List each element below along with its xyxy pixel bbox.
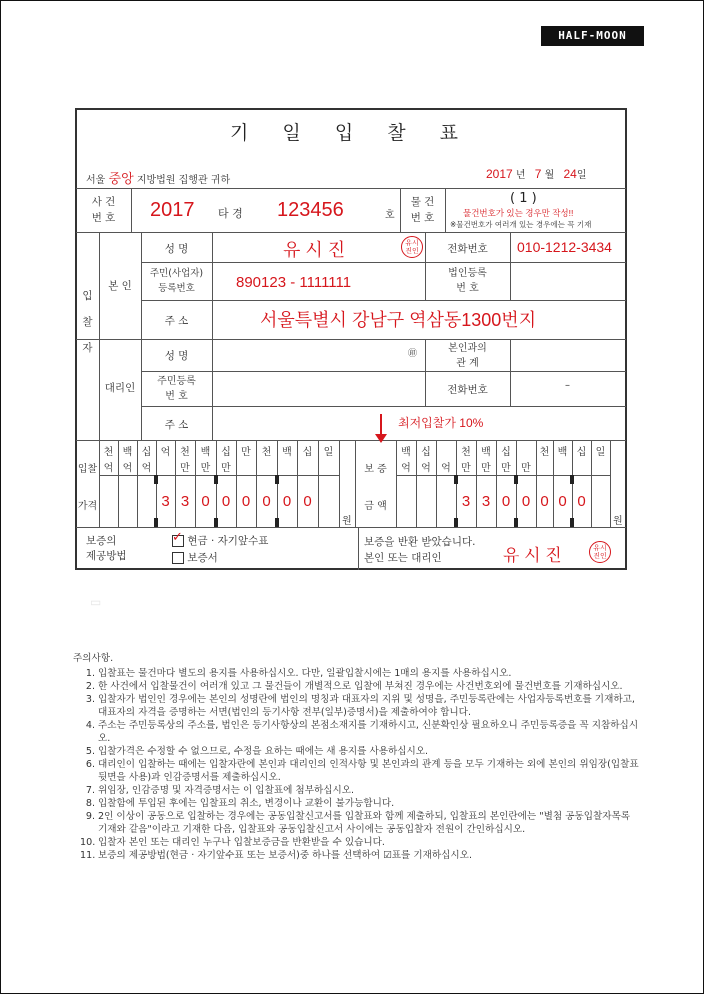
note-text: 위임장, 인감증명 및 자격증명서는 이 입찰표에 첨부하십시오. — [98, 785, 355, 796]
bid-unit-label: 억 — [160, 447, 171, 458]
deposit-unit-label-row2: 만 — [521, 463, 531, 474]
item-number-label: 물 건 번 호 — [410, 196, 435, 224]
digit-separator — [570, 475, 574, 484]
digit-separator — [570, 518, 574, 527]
note-item — [80, 784, 640, 797]
deposit-option-guarantee[interactable]: 보증서 — [172, 550, 218, 565]
note-number: 11. — [80, 850, 96, 861]
note-item — [80, 758, 640, 784]
note-text: 입찰가격은 수정할 수 없으므로, 수정을 요하는 때에는 새 용지를 사용하십시오. — [98, 746, 429, 757]
bid-unit-label: 백 — [282, 447, 292, 458]
note-text: 입찰자가 법인인 경우에는 본인의 성명란에 법인의 명칭과 대표자의 지위 및 성명을, 주민등록란에는 사업자등록번호를 기재하고, 대표자의 자격을 증명하는 서면(법인의 등기사항 전부(일부)증명서)을 제출하여야 합니다. — [98, 694, 635, 718]
digit-separator — [214, 518, 218, 527]
deposit-method-label: 보증의 제공방법 — [86, 535, 127, 562]
item-number: ( 1 ) — [510, 191, 537, 206]
bid-unit-label-row2: 억 — [122, 463, 133, 474]
note-item — [80, 797, 640, 810]
notes-list — [80, 667, 640, 862]
bid-digit: 3 — [161, 493, 170, 510]
deposit-return-seal: 유시 진인 — [589, 541, 611, 563]
note-text: 입찰함에 투입된 후에는 입찰표의 취소, 변경이나 교환이 불가능합니다. — [98, 798, 395, 809]
bid-price-label-top: 입찰 — [77, 464, 98, 475]
annotation-arrow-icon — [374, 414, 388, 444]
deposit-label-bottom: 금 액 — [364, 501, 387, 512]
bid-unit-label: 만 — [241, 447, 251, 458]
bid-unit-label-row2: 억 — [103, 463, 114, 474]
note-item — [80, 810, 640, 836]
case-number: 123456 — [277, 199, 344, 221]
half-moon-logo: HALF-MOON — [541, 26, 644, 46]
bid-unit-label-row2: 만 — [200, 463, 211, 474]
digit-separator — [454, 475, 458, 484]
bidder-seal: 유시 진인 — [401, 236, 423, 258]
note-text: 주소는 주민등록상의 주소를, 법인은 등기사항상의 본점소재지를 기재하시고, 신분확인상 필요하오니 주민등록증을 꼭 지참하십시오. — [98, 720, 639, 744]
deposit-unit-label: 천 — [461, 447, 471, 458]
reg-number-label: 주민(사업자) 등록번호 — [149, 268, 204, 294]
deposit-digit: 3 — [481, 493, 491, 510]
note-number: 6. — [85, 759, 95, 770]
deposit-unit-label: 십 — [501, 447, 511, 458]
note-number: 8. — [85, 798, 95, 809]
corp-number-label: 법인등록 번 호 — [448, 268, 487, 294]
deposit-unit-label: 천 — [539, 447, 550, 458]
deposit-unit-label-row2: 만 — [461, 463, 471, 474]
bidder-phone: 010-1212-3434 — [517, 239, 612, 255]
deposit-unit-label: 일 — [595, 447, 606, 458]
note-item — [80, 836, 640, 849]
deposit-unit-label: 십 — [421, 447, 431, 458]
deposit-unit-label-row2: 만 — [481, 463, 491, 474]
bid-unit-label-row2: 만 — [221, 463, 231, 474]
note-item — [80, 745, 640, 758]
court-line: 서울 중앙 지방법원 집행관 귀하 — [86, 171, 231, 186]
check-mark-icon: ✓ — [172, 530, 183, 545]
note-number: 3. — [85, 694, 95, 705]
digit-separator — [154, 475, 158, 484]
agent-seal-mark: ㊞ — [408, 349, 418, 359]
case-mid: 타 경 — [218, 207, 243, 220]
deposit-unit-label: 백 — [557, 447, 568, 458]
deposit-return-text2: 본인 또는 대리인 — [364, 552, 442, 564]
item-note: ※물건번호가 여러개 있는 경우에는 꼭 기재 — [450, 220, 592, 229]
bid-unit-label: 백 — [200, 447, 211, 458]
note-text: 대리인이 입찰하는 때에는 입찰자란에 본인과 대리인의 인적사항 및 본인과의 관계 등을 모두 기재하는 외에 본인의 위임장(입찰표 뒷면을 사용)과 인감증명서를 제출하십시오. — [98, 759, 639, 783]
deposit-unit-label: 십 — [576, 447, 587, 458]
deposit-unit-label-row2: 만 — [501, 463, 511, 474]
digit-separator — [275, 475, 279, 484]
bleed-through-text: ▭ — [90, 595, 102, 609]
deposit-unit-label: 백 — [481, 447, 491, 458]
principal-label: 본 인 — [108, 280, 132, 292]
bid-unit-label: 십 — [221, 447, 231, 458]
deposit-digit: 0 — [501, 493, 511, 510]
digit-separator — [275, 518, 279, 527]
bid-unit-label: 십 — [302, 447, 313, 458]
deposit-digit: 0 — [558, 493, 567, 510]
note-text: 한 사건에서 입찰물건이 여러개 있고 그 물건들이 개별적으로 입찰에 부쳐진 경우에는 사건번호외에 물건번호를 기재하십시오. — [98, 681, 623, 692]
bid-unit-label-row2: 만 — [180, 463, 190, 474]
deposit-digit: 3 — [461, 493, 471, 510]
min-bid-annotation: 최저입찰가 10% — [398, 416, 484, 430]
note-text: 2인 이상이 공동으로 입찰하는 경우에는 공동입찰신고서를 입찰표와 함께 제출하되, 입찰표의 본인란에는 "별첨 공동입찰자목록 기재와 같음"이라고 기재한 다음, 입찰표와 공동입찰신고서 사이에는 공동입찰자 전원이 간인하십시오. — [98, 811, 631, 835]
note-number: 4. — [85, 720, 95, 731]
deposit-digit: 0 — [540, 493, 549, 510]
bid-unit-label-row2: 억 — [141, 463, 152, 474]
deposit-return-text1: 보증을 반환 받았습니다. — [364, 536, 476, 548]
bid-unit-label: 천 — [261, 447, 272, 458]
note-item — [80, 693, 640, 719]
agent-address-label: 주 소 — [164, 419, 189, 431]
bid-price-label-bottom: 가격 — [77, 501, 98, 512]
deposit-unit-label: 백 — [401, 447, 411, 458]
case-unit: 호 — [385, 210, 395, 221]
agent-name-label: 성 명 — [164, 350, 189, 362]
deposit-unit-label-row2: 억 — [401, 463, 411, 474]
digit-separator — [514, 518, 518, 527]
note-number: 10. — [80, 837, 96, 848]
deposit-option-cash[interactable]: ✓ 현금 · 자기앞수표 — [172, 530, 269, 547]
bid-date: 2017 년 7 월 24일 — [486, 167, 587, 181]
note-item — [80, 719, 640, 745]
case-number-label: 사 건 번 호 — [91, 196, 116, 224]
item-note-red: 물건번호가 있는 경우만 작성!! — [463, 208, 574, 218]
note-number: 5. — [85, 746, 95, 757]
agent-label: 대리인 — [104, 382, 136, 394]
note-number: 1. — [85, 668, 95, 679]
bid-unit-label: 십 — [141, 447, 152, 458]
note-text: 입찰표는 물건마다 별도의 용지를 사용하십시오. 다만, 일괄입찰시에는 1매의 용지를 사용하십시오. — [98, 668, 512, 679]
guarantee-checkbox[interactable] — [172, 552, 184, 564]
note-item — [80, 849, 640, 862]
address-label: 주 소 — [164, 315, 189, 327]
deposit-digit: 0 — [577, 493, 586, 510]
note-number: 2. — [85, 681, 95, 692]
note-text: 입찰자 본인 또는 대리인 누구나 입찰보증금을 반환받을 수 있습니다. — [98, 837, 385, 848]
relation-label: 본인과의 관 계 — [448, 343, 487, 369]
name-label: 성 명 — [164, 243, 189, 255]
digit-separator — [154, 518, 158, 527]
bid-digit: 0 — [221, 493, 231, 510]
bid-digit: 0 — [241, 493, 251, 510]
note-text: 보증의 제공방법(현금 · 자기앞수표 또는 보증서)중 하나를 선택하여 ☑표를 기재하십시오. — [98, 850, 472, 861]
digit-separator — [214, 475, 218, 484]
agent-phone: – — [565, 380, 570, 391]
deposit-digit: 0 — [521, 493, 531, 510]
cash-checkbox[interactable] — [172, 530, 184, 547]
deposit-return-name: 유 시 진 — [503, 546, 562, 565]
note-number: 7. — [85, 785, 95, 796]
bidder-reg-number: 890123 - 1111111 — [236, 274, 352, 291]
notes-title: 주의사항. — [73, 653, 114, 664]
court-name: 중앙 — [108, 171, 134, 186]
bid-unit-label: 일 — [323, 447, 334, 458]
bidder-name: 유 시 진 — [283, 240, 346, 260]
note-item — [80, 667, 640, 680]
agent-reg-label: 주민등록 번 호 — [157, 376, 196, 402]
bid-digit: 0 — [201, 493, 210, 510]
bid-digit: 3 — [180, 493, 190, 510]
bidder-section-label: 입 찰 자 — [82, 290, 93, 354]
deposit-unit-label-row2: 억 — [441, 463, 451, 474]
bid-digit: 0 — [303, 493, 312, 510]
bid-unit-label: 천 — [103, 447, 114, 458]
digit-separator — [454, 518, 458, 527]
notes-section — [73, 652, 640, 862]
case-year: 2017 — [150, 199, 195, 221]
bid-price-won: 원 — [342, 516, 352, 527]
form-title: 기 일 입 찰 표 — [230, 122, 472, 144]
bid-unit-label: 천 — [180, 447, 190, 458]
deposit-label-top: 보 증 — [364, 464, 387, 475]
bid-unit-label: 백 — [122, 447, 133, 458]
note-number: 9. — [85, 811, 95, 822]
bid-digit: 0 — [282, 493, 292, 510]
deposit-unit-label-row2: 억 — [421, 463, 431, 474]
deposit-won: 원 — [613, 516, 623, 527]
digit-separator — [514, 475, 518, 484]
agent-phone-label: 전화번호 — [447, 384, 488, 396]
note-item — [80, 680, 640, 693]
bid-digit: 0 — [262, 493, 271, 510]
bidder-address: 서울특별시 강남구 역삼동1300번지 — [260, 310, 537, 330]
phone-label: 전화번호 — [447, 243, 488, 255]
